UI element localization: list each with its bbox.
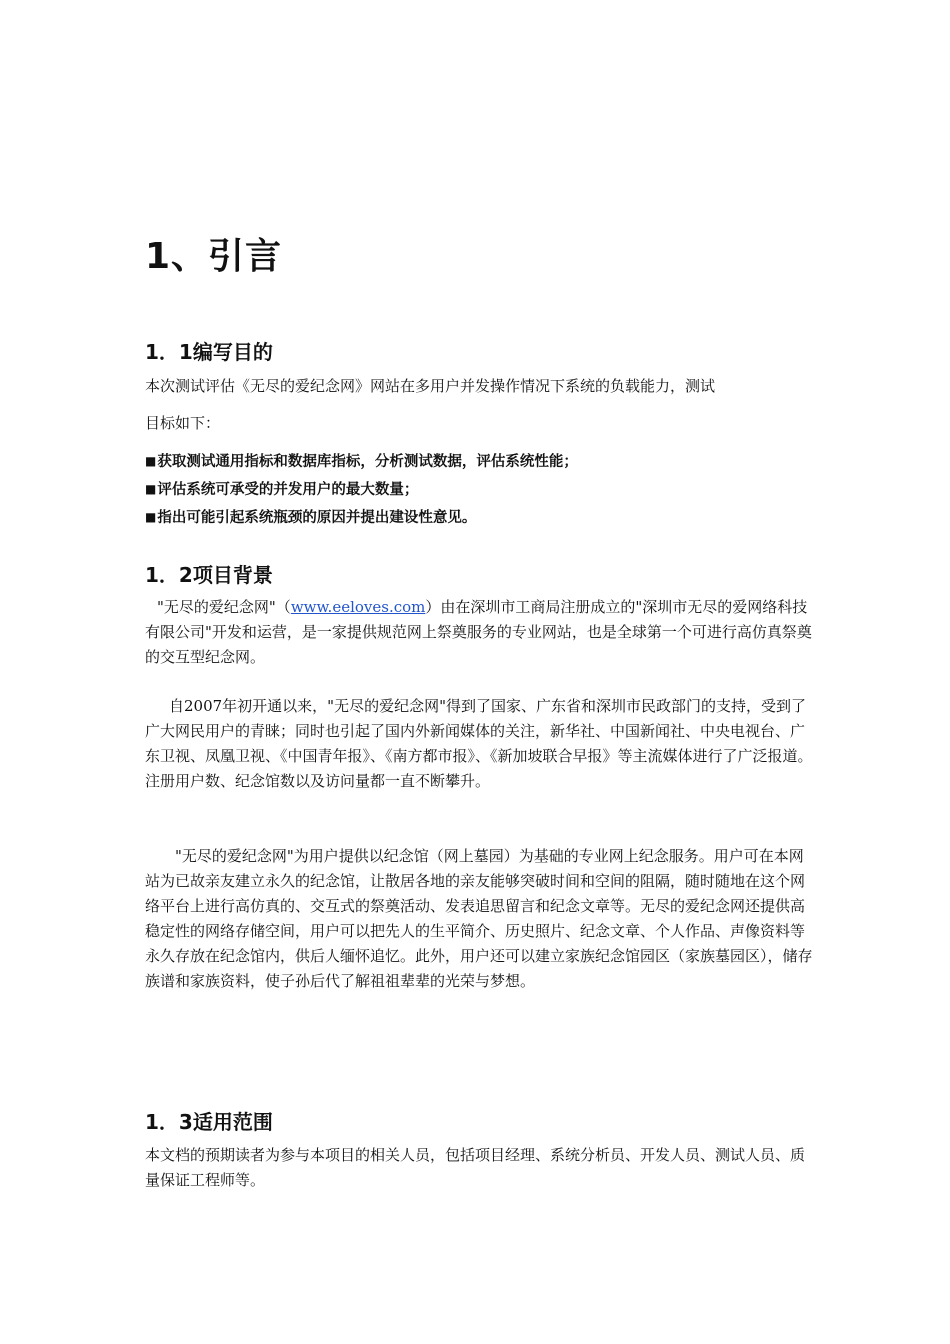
goal-list [145,448,815,532]
section-title-background: 1．2项目背景 [145,563,273,587]
goal-text: 指出可能引起系统瓶颈的原因并提出建设性意见。 [157,510,477,526]
list-item [145,476,815,504]
chapter-heading: 1、引言 [145,236,283,277]
paragraph-text: ）由在深圳市工商局注册成立的"深圳市无尽的爱网络科技有限公司"开发和运营，是一家提供规范网上祭奠服务的专业网站，也是全球第一个可进行高仿真祭奠的交互型纪念网。 [145,598,812,666]
square-bullet-icon: ■ [145,510,157,524]
background-paragraph-2: 自2007年初开通以来，"无尽的爱纪念网"得到了国家、广东省和深圳市民政部门的支持，受到了广大网民用户的青睐；同时也引起了国内外新闻媒体的关注，新华社、中国新闻社、中央电视台、广东卫视、凤凰卫视、《中国青年报》、《南方都市报》、《新加坡联合早报》等主流媒体进行了广泛报道。注册用户数、纪念馆数以及访问量都一直不断攀升。 [145,697,813,790]
purpose-intro-line1: 本次测试评估《无尽的爱纪念网》网站在多用户并发操作情况下系统的负载能力，测试 [145,377,716,395]
scope-paragraph: 本文档的预期读者为参与本项目的相关人员，包括项目经理、系统分析员、开发人员、测试人员、质量保证工程师等。 [145,1146,806,1189]
paragraph-text: "无尽的爱纪念网"（ [157,598,291,616]
list-item [145,504,815,532]
goal-text: 评估系统可承受的并发用户的最大数量； [157,482,419,498]
section-title-scope: 1．3适用范围 [145,1110,273,1134]
square-bullet-icon: ■ [145,454,157,468]
list-item [145,448,815,476]
background-paragraph-1 [145,595,815,670]
square-bullet-icon: ■ [145,482,157,496]
section-title-purpose: 1．1编写目的 [145,340,273,364]
goal-text: 获取测试通用指标和数据库指标，分析测试数据，评估系统性能； [157,454,578,470]
background-paragraph-3: "无尽的爱纪念网"为用户提供以纪念馆（网上墓园）为基础的专业网上纪念服务。用户可在本网站为已故亲友建立永久的纪念馆，让散居各地的亲友能够突破时间和空间的阻隔，随时随地在这个网络平台上进行高仿真的、交互式的祭奠活动、发表追思留言和纪念文章等。无尽的爱纪念网还提供高稳定性的网络存储空间，用户可以把先人的生平简介、历史照片、纪念文章、个人作品、声像资料等永久存放在纪念馆内，供后人缅怀追忆。此外，用户还可以建立家族纪念馆园区（家族墓园区），储存族谱和家族资料，使子孙后代了解祖祖辈辈的光荣与梦想。 [145,847,813,990]
website-link[interactable]: www.eeloves.com [290,598,426,616]
purpose-intro-line2: 目标如下： [145,414,221,432]
